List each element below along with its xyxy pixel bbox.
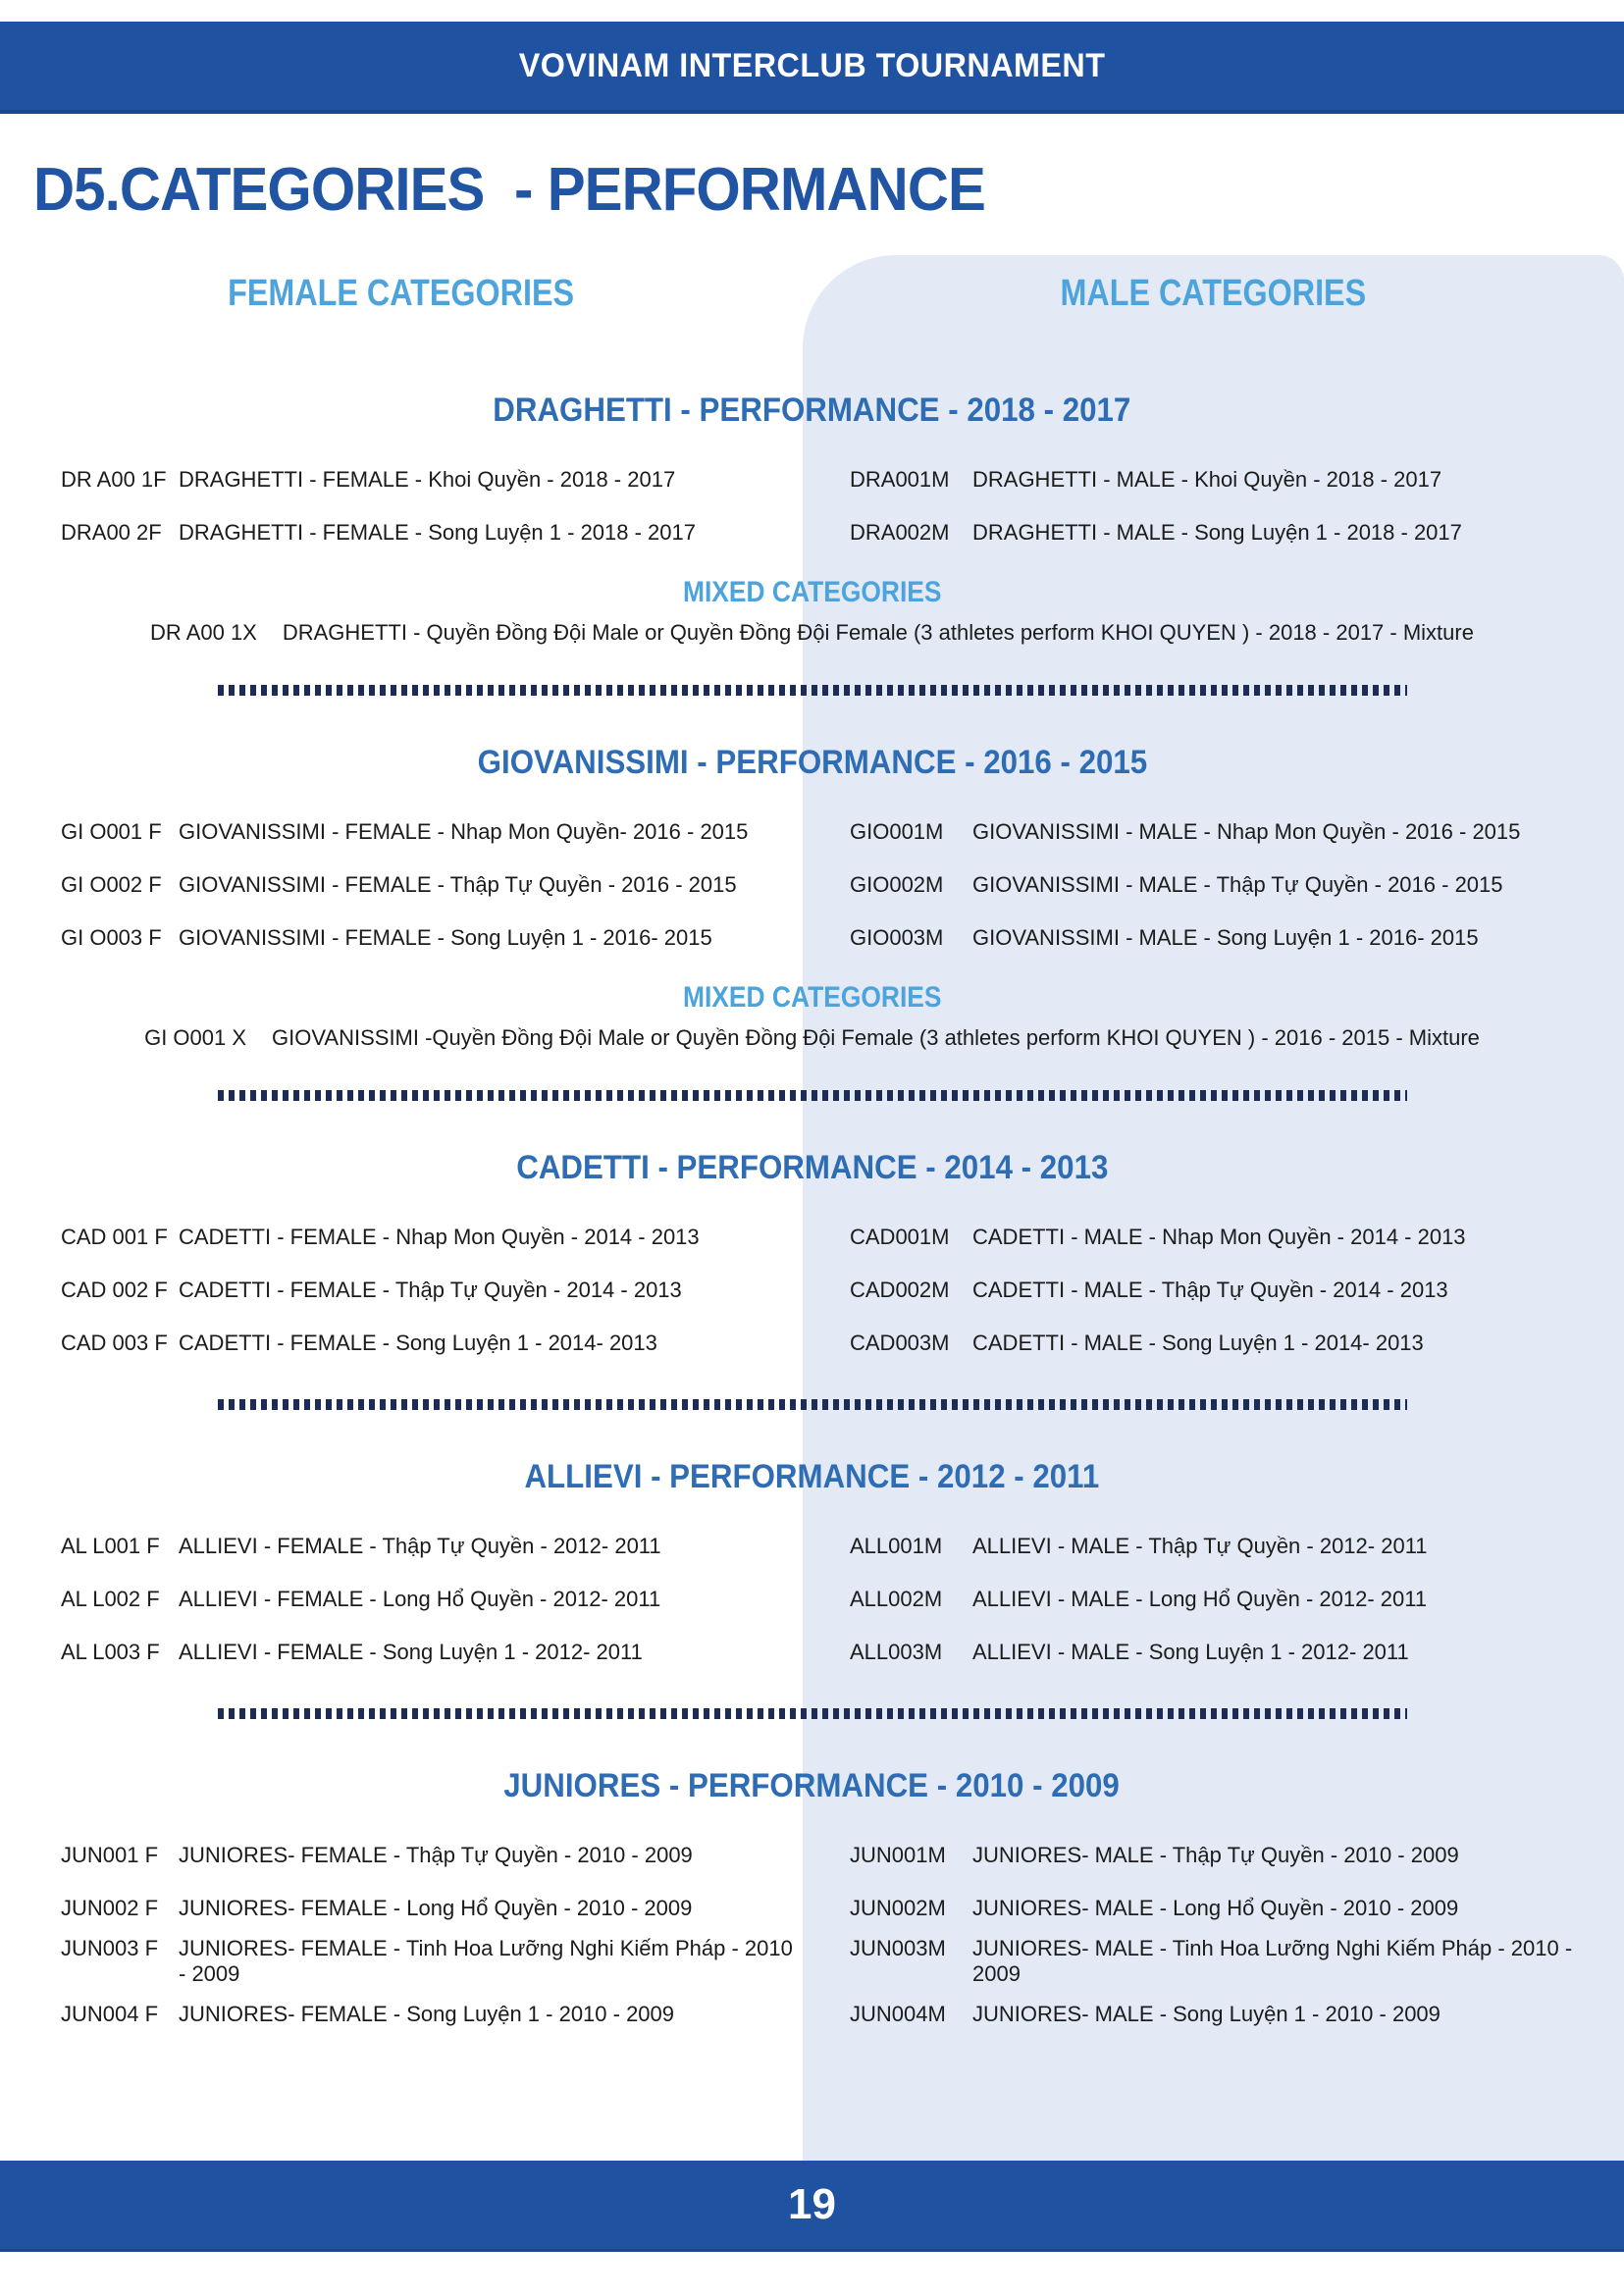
female-category-cell	[0, 1587, 803, 1612]
female-category-cell	[0, 925, 803, 951]
female-code: GI O001 F	[61, 819, 162, 844]
sections	[0, 391, 1624, 2041]
female-desc: CADETTI - FEMALE - Thập Tự Quyền - 2014 - 2013	[179, 1278, 682, 1302]
mixed-categories-heading	[0, 575, 1624, 610]
section-rows	[0, 1829, 1624, 2041]
female-category-cell	[0, 1640, 803, 1665]
male-desc: ALLIEVI - MALE - Song Luyện 1 - 2012- 2011	[972, 1640, 1409, 1664]
male-category-cell	[803, 1225, 1624, 1250]
dotted-divider	[218, 1708, 1407, 1719]
category-section	[0, 391, 1624, 696]
female-code: JUN004 F	[61, 2002, 159, 2026]
female-code: JUN002 F	[61, 1896, 159, 1920]
category-row	[0, 1988, 1624, 2041]
mixed-code: DR A00 1X	[150, 620, 257, 645]
female-desc: ALLIEVI - FEMALE - Long Hổ Quyền - 2012- 2011	[179, 1587, 661, 1611]
male-desc: JUNIORES- MALE - Long Hổ Quyền - 2010 - 2009	[972, 1896, 1459, 1920]
section-rows	[0, 1520, 1624, 1679]
female-code: AL L001 F	[61, 1534, 160, 1558]
male-desc: JUNIORES- MALE - Song Luyện 1 - 2010 - 2009	[972, 2002, 1441, 2026]
mixed-code: GI O001 X	[144, 1025, 247, 1050]
female-category-cell	[0, 1278, 803, 1303]
female-category-cell	[0, 2002, 803, 2027]
female-desc: CADETTI - FEMALE - Song Luyện 1 - 2014- 2013	[179, 1331, 657, 1355]
dotted-divider	[218, 685, 1407, 696]
female-category-cell	[0, 872, 803, 898]
dotted-divider	[218, 1090, 1407, 1101]
mixed-category-row	[0, 1016, 1624, 1061]
female-code: AL L002 F	[61, 1587, 160, 1611]
female-category-cell	[0, 1896, 803, 1921]
section-title-text: JUNIORES - PERFORMANCE - 2010 - 2009	[503, 1767, 1121, 1804]
dotted-divider	[218, 1399, 1407, 1410]
category-row	[0, 1829, 1624, 1882]
section-rows	[0, 1211, 1624, 1370]
male-desc: GIOVANISSIMI - MALE - Thập Tự Quyền - 2016 - 2015	[972, 872, 1503, 897]
male-desc: CADETTI - MALE - Song Luyện 1 - 2014- 2013	[972, 1331, 1424, 1355]
male-category-cell	[803, 1936, 1624, 1987]
mixed-categories-heading-text: MIXED CATEGORIES	[682, 981, 942, 1014]
female-desc: ALLIEVI - FEMALE - Thập Tự Quyền - 2012- 2011	[179, 1534, 661, 1558]
category-row	[0, 1573, 1624, 1626]
male-desc: JUNIORES- MALE - Thập Tự Quyền - 2010 - 2009	[972, 1843, 1459, 1867]
category-row	[0, 1317, 1624, 1370]
male-category-cell	[803, 1896, 1624, 1921]
female-code: JUN001 F	[61, 1843, 159, 1867]
female-code: AL L003 F	[61, 1640, 160, 1664]
female-category-cell	[0, 520, 803, 546]
male-category-cell	[803, 520, 1624, 546]
category-row	[0, 1626, 1624, 1679]
male-desc: JUNIORES- MALE - Tinh Hoa Lưỡng Nghi Kiếm Pháp - 2010 - 2009	[972, 1936, 1573, 1986]
section-title-text: CADETTI - PERFORMANCE - 2014 - 2013	[515, 1149, 1109, 1186]
male-code: DRA001M	[850, 467, 950, 492]
category-row	[0, 859, 1624, 912]
category-row	[0, 453, 1624, 506]
male-code: CAD001M	[850, 1225, 950, 1249]
section-rows	[0, 453, 1624, 559]
male-code: JUN004M	[850, 2002, 946, 2026]
mixed-categories-block	[0, 575, 1624, 655]
male-desc: DRAGHETTI - MALE - Song Luyện 1 - 2018 - 2017	[972, 520, 1462, 545]
section-title	[0, 1148, 1624, 1187]
female-code: JUN003 F	[61, 1936, 159, 1960]
male-desc: CADETTI - MALE - Nhap Mon Quyền - 2014 - 2013	[972, 1225, 1466, 1249]
male-category-cell	[803, 1587, 1624, 1612]
mixed-category-row	[0, 610, 1624, 655]
female-code: DRA00 2F	[61, 520, 162, 545]
footer-bar	[0, 2161, 1624, 2252]
male-category-cell	[803, 1331, 1624, 1356]
male-code: ALL002M	[850, 1587, 943, 1611]
category-row	[0, 1264, 1624, 1317]
section-title	[0, 391, 1624, 430]
male-desc: DRAGHETTI - MALE - Khoi Quyền - 2018 - 2017	[972, 467, 1442, 492]
female-category-cell	[0, 1534, 803, 1559]
male-desc: GIOVANISSIMI - MALE - Song Luyện 1 - 2016- 2015	[972, 925, 1479, 950]
male-category-cell	[803, 1534, 1624, 1559]
female-category-cell	[0, 1843, 803, 1868]
female-code: GI O003 F	[61, 925, 162, 950]
male-category-cell	[803, 1640, 1624, 1665]
female-code: GI O002 F	[61, 872, 162, 897]
female-desc: GIOVANISSIMI - FEMALE - Nhap Mon Quyền- 2016 - 2015	[179, 819, 749, 844]
female-category-cell	[0, 1225, 803, 1250]
section-title	[0, 1457, 1624, 1496]
column-headers	[0, 271, 1624, 316]
male-code: ALL003M	[850, 1640, 943, 1664]
mixed-desc: GIOVANISSIMI -Quyền Đồng Đội Male or Quyền Đồng Đội Female (3 athletes perform KHOI QUYEN ) - 2016 - 2015 - Mixture	[272, 1025, 1480, 1050]
female-desc: JUNIORES- FEMALE - Thập Tự Quyền - 2010 - 2009	[179, 1843, 693, 1867]
female-category-cell	[0, 1936, 803, 1987]
male-desc: CADETTI - MALE - Thập Tự Quyền - 2014 - 2013	[972, 1278, 1448, 1302]
male-categories-heading-text: MALE CATEGORIES	[1060, 273, 1367, 314]
category-section	[0, 1766, 1624, 2041]
female-category-cell	[0, 1331, 803, 1356]
male-category-cell	[803, 1278, 1624, 1303]
section-title	[0, 1766, 1624, 1805]
male-category-cell	[803, 819, 1624, 845]
male-code: DRA002M	[850, 520, 950, 545]
female-category-cell	[0, 819, 803, 845]
male-code: JUN002M	[850, 1896, 946, 1920]
category-row	[0, 1882, 1624, 1935]
female-desc: JUNIORES- FEMALE - Tinh Hoa Lưỡng Nghi Kiếm Pháp - 2010 - 2009	[179, 1936, 793, 1986]
male-code: GIO001M	[850, 819, 944, 844]
section-title-text: ALLIEVI - PERFORMANCE - 2012 - 2011	[524, 1458, 1100, 1495]
female-categories-heading	[0, 271, 803, 316]
female-desc: GIOVANISSIMI - FEMALE - Thập Tự Quyền - 2016 - 2015	[179, 872, 737, 897]
female-desc: DRAGHETTI - FEMALE - Khoi Quyền - 2018 - 2017	[179, 467, 676, 492]
female-code: CAD 002 F	[61, 1278, 168, 1302]
section-title	[0, 743, 1624, 782]
category-row	[0, 1935, 1624, 1988]
category-section	[0, 1148, 1624, 1410]
category-row	[0, 506, 1624, 559]
section-rows	[0, 806, 1624, 965]
mixed-categories-heading	[0, 980, 1624, 1016]
header-bar	[0, 22, 1624, 114]
section-title-text: DRAGHETTI - PERFORMANCE - 2018 - 2017	[493, 391, 1131, 429]
female-desc: DRAGHETTI - FEMALE - Song Luyện 1 - 2018 - 2017	[179, 520, 697, 545]
female-desc: CADETTI - FEMALE - Nhap Mon Quyền - 2014 - 2013	[179, 1225, 700, 1249]
male-code: GIO003M	[850, 925, 944, 950]
male-code: JUN003M	[850, 1936, 946, 1960]
male-code: CAD003M	[850, 1331, 950, 1355]
female-desc: JUNIORES- FEMALE - Song Luyện 1 - 2010 - 2009	[179, 2002, 675, 2026]
male-category-cell	[803, 925, 1624, 951]
page-number: 19	[788, 2180, 836, 2228]
male-desc: ALLIEVI - MALE - Long Hổ Quyền - 2012- 2011	[972, 1587, 1428, 1611]
female-categories-heading-text: FEMALE CATEGORIES	[228, 273, 575, 314]
female-code: CAD 003 F	[61, 1331, 168, 1355]
category-row	[0, 1520, 1624, 1573]
category-row	[0, 806, 1624, 859]
female-desc: ALLIEVI - FEMALE - Song Luyện 1 - 2012- 2011	[179, 1640, 643, 1664]
category-section	[0, 1457, 1624, 1719]
category-row	[0, 912, 1624, 965]
male-code: GIO002M	[850, 872, 944, 897]
male-category-cell	[803, 467, 1624, 493]
male-category-cell	[803, 1843, 1624, 1868]
male-code: JUN001M	[850, 1843, 946, 1867]
female-desc: JUNIORES- FEMALE - Long Hổ Quyền - 2010 - 2009	[179, 1896, 693, 1920]
page-title: D5.CATEGORIES - PERFORMANCE	[33, 156, 985, 224]
male-category-cell	[803, 2002, 1624, 2027]
male-code: ALL001M	[850, 1534, 943, 1558]
male-desc: ALLIEVI - MALE - Thập Tự Quyền - 2012- 2011	[972, 1534, 1428, 1558]
mixed-desc: DRAGHETTI - Quyền Đồng Đội Male or Quyền Đồng Đội Female (3 athletes perform KHOI QUYEN ) - 2018 - 2017 - Mixture	[282, 620, 1474, 645]
section-title-text: GIOVANISSIMI - PERFORMANCE - 2016 - 2015	[477, 744, 1147, 781]
female-desc: GIOVANISSIMI - FEMALE - Song Luyện 1 - 2016- 2015	[179, 925, 712, 950]
male-desc: GIOVANISSIMI - MALE - Nhap Mon Quyền - 2016 - 2015	[972, 819, 1521, 844]
mixed-categories-heading-text: MIXED CATEGORIES	[682, 576, 942, 608]
category-row	[0, 1211, 1624, 1264]
female-code: CAD 001 F	[61, 1225, 168, 1249]
tournament-title: VOVINAM INTERCLUB TOURNAMENT	[518, 46, 1106, 84]
male-code: CAD002M	[850, 1278, 950, 1302]
category-section	[0, 743, 1624, 1101]
female-code: DR A00 1F	[61, 467, 167, 492]
male-category-cell	[803, 872, 1624, 898]
female-category-cell	[0, 467, 803, 493]
mixed-categories-block	[0, 980, 1624, 1061]
male-categories-heading	[803, 271, 1624, 316]
